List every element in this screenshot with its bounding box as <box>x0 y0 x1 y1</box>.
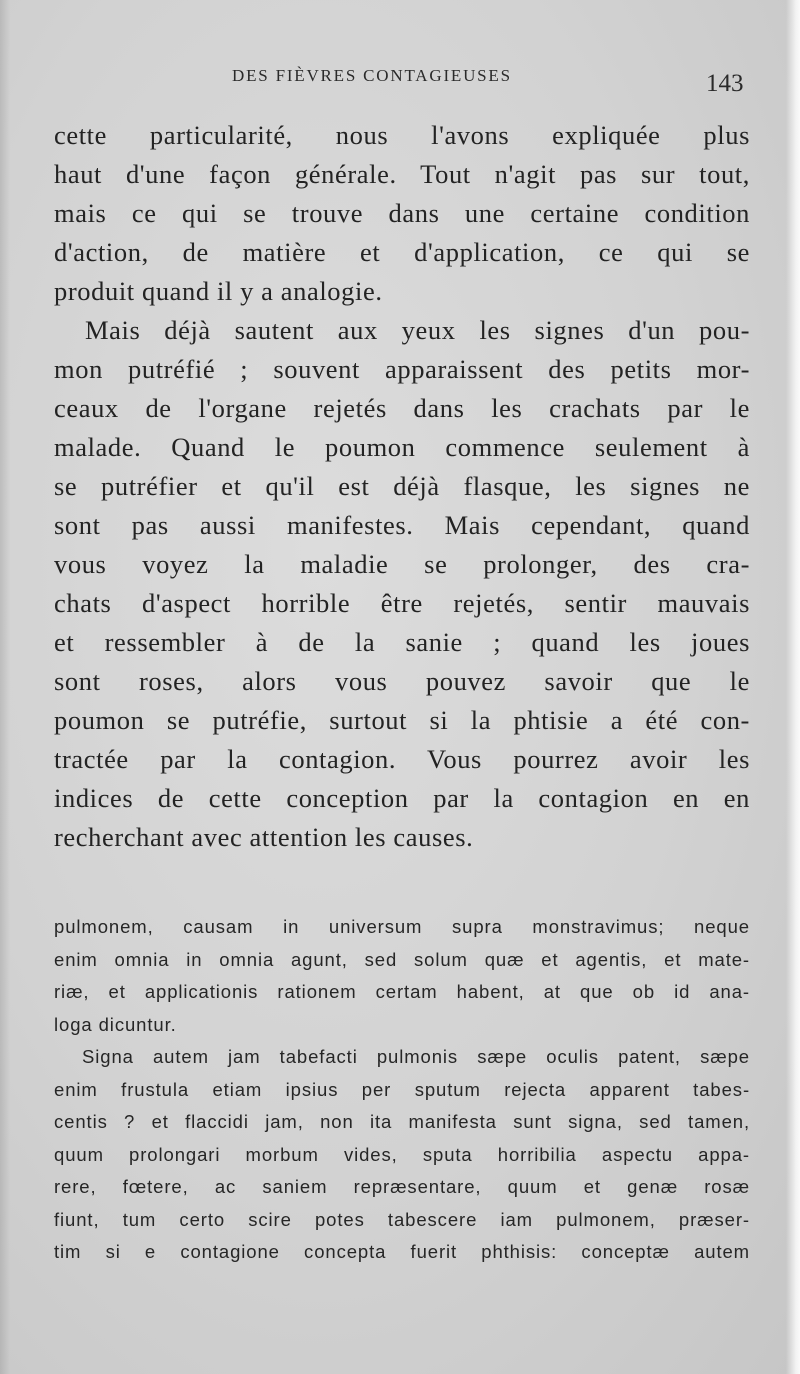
text-line: rere, fœtere, ac saniem repræsentare, quum et genæ rosæ <box>54 1176 750 1197</box>
text-line: fiunt, tum certo scire potes tabescere iam pulmonem, præser- <box>54 1208 750 1230</box>
french-translation <box>54 116 750 857</box>
text-line: enim omnia in omnia agunt, sed solum quæ et agentis, et mate- <box>54 948 750 970</box>
text-line: pulmonem, causam in universum supra monstravimus; neque <box>54 916 750 937</box>
text-line: indices de cette conception par la contagion en en <box>54 783 750 813</box>
text-line: produit quand il y a analogie. <box>54 276 383 306</box>
text-line: chats d'aspect horrible être rejetés, sentir mauvais <box>54 588 750 618</box>
page-edge-right <box>786 0 800 1374</box>
text-line: haut d'une façon générale. Tout n'agit pas sur tout, <box>54 159 750 189</box>
text-line: vous voyez la maladie se prolonger, des cra- <box>54 549 750 579</box>
running-head: DES FIÈVRES CONTAGIEUSES <box>232 66 512 85</box>
text-line: quum prolongari morbum vides, sputa horribilia aspectu appa- <box>54 1143 750 1165</box>
text-line: recherchant avec attention les causes. <box>54 822 474 852</box>
text-line: se putréfier et qu'il est déjà flasque, les signes ne <box>54 471 750 501</box>
text-line: Signa autem jam tabefacti pulmonis sæpe oculis patent, sæpe <box>82 1046 750 1067</box>
text-line: tractée par la contagion. Vous pourrez avoir les <box>54 744 750 774</box>
latin-original <box>54 911 750 1269</box>
text-line: ceaux de l'organe rejetés dans les crachats par le <box>54 393 750 423</box>
text-line: mon putréfié ; souvent apparaissent des petits mor- <box>54 354 750 384</box>
text-line: sont pas aussi manifestes. Mais cependant, quand <box>54 510 750 540</box>
page-number: 143 <box>706 70 744 97</box>
text-line: d'action, de matière et d'application, ce qui se <box>54 237 750 267</box>
text-line: mais ce qui se trouve dans une certaine condition <box>54 198 750 228</box>
page-shadow-left <box>0 0 10 1374</box>
text-line: loga dicuntur. <box>54 1013 177 1035</box>
text-line: enim frustula etiam ipsius per sputum rejecta apparent tabes- <box>54 1078 750 1100</box>
text-line: poumon se putréfie, surtout si la phtisie a été con- <box>54 705 750 735</box>
text-line: sont roses, alors vous pouvez savoir que le <box>54 666 750 696</box>
text-line: tim si e contagione concepta fuerit phthisis: conceptæ autem <box>54 1241 750 1262</box>
text-line: Mais déjà sautent aux yeux les signes d'un pou- <box>85 315 750 345</box>
text-line: malade. Quand le poumon commence seulement à <box>54 432 750 462</box>
text-line: cette particularité, nous l'avons expliquée plus <box>54 120 750 150</box>
text-line: riæ, et applicationis rationem certam habent, at que ob id ana- <box>54 981 750 1002</box>
text-line: et ressembler à de la sanie ; quand les joues <box>54 627 750 657</box>
text-line: centis ? et flaccidi jam, non ita manifesta sunt signa, sed tamen, <box>54 1111 750 1132</box>
